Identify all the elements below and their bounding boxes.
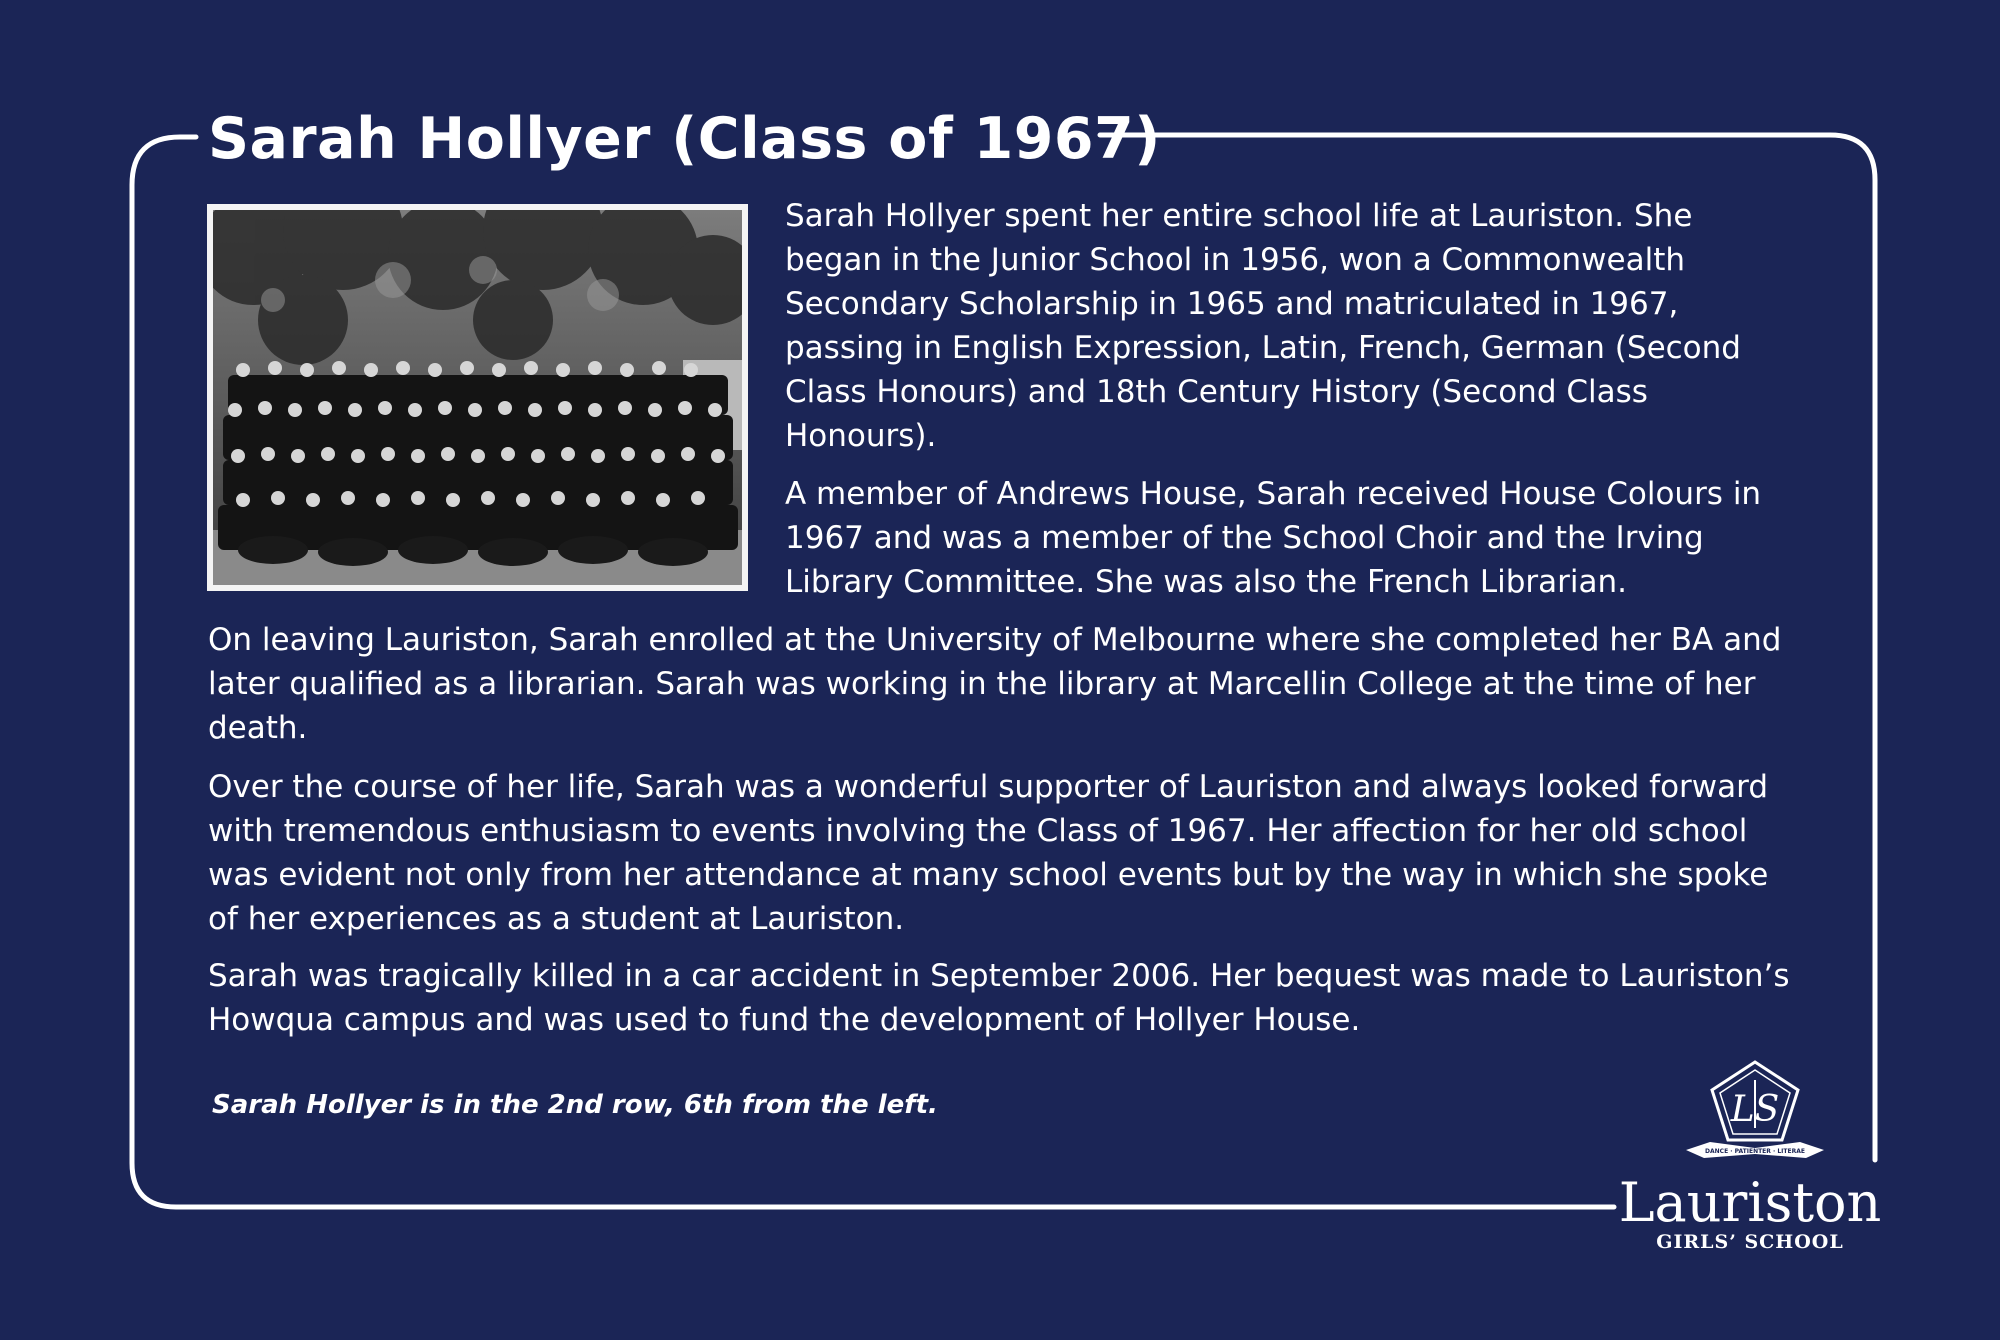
page-title: Sarah Hollyer (Class of 1967) xyxy=(208,106,1161,172)
paragraph-after-school: On leaving Lauriston, Sarah enrolled at the University of Melbourne where she completed her BA and later qualified as a librarian. Sarah was working in the library at Marcellin College at the time of her death. xyxy=(208,622,1782,746)
school-crest-icon xyxy=(1610,1058,1890,1173)
svg-text:DANCE · PATIENTER · LITERAE: DANCE · PATIENTER · LITERAE xyxy=(1705,1148,1805,1155)
paragraph-school-life: Sarah Hollyer spent her entire school life at Lauriston. She began in the Junior School in 1956, won a Commonwealth Secondary Scholarship in 1965 and matriculated in 1967, passing in English Expression, Latin, French, German (Second Class Honours) and 18th Century History (Second Class Honours). xyxy=(785,198,1741,454)
paragraph-support: Over the course of her life, Sarah was a wonderful supporter of Lauriston and always looked forward with tremendous enthusiasm to events involving the Class of 1967. Her affection for her old school was evident not only from her attendance at many school events but by the way in which she spoke of her experiences as a student at Lauriston. xyxy=(208,769,1769,937)
logo-subtitle: GIRLS’ SCHOOL xyxy=(1656,1231,1844,1253)
photo-caption: Sarah Hollyer is in the 2nd row, 6th from the left. xyxy=(212,1090,938,1120)
svg-text:LS: LS xyxy=(1730,1089,1780,1130)
school-logo xyxy=(1610,1058,1890,1263)
paragraph-bequest: Sarah was tragically killed in a car accident in September 2006. Her bequest was made to Lauriston’s Howqua campus and was used to fund the development of Hollyer House. xyxy=(208,958,1790,1038)
class-group-photo xyxy=(207,204,748,591)
paragraph-house: A member of Andrews House, Sarah received House Colours in 1967 and was a member of the School Choir and the Irving Library Committee. She was also the French Librarian. xyxy=(785,476,1762,600)
logo-wordmark: Lauriston xyxy=(1618,1171,1882,1234)
